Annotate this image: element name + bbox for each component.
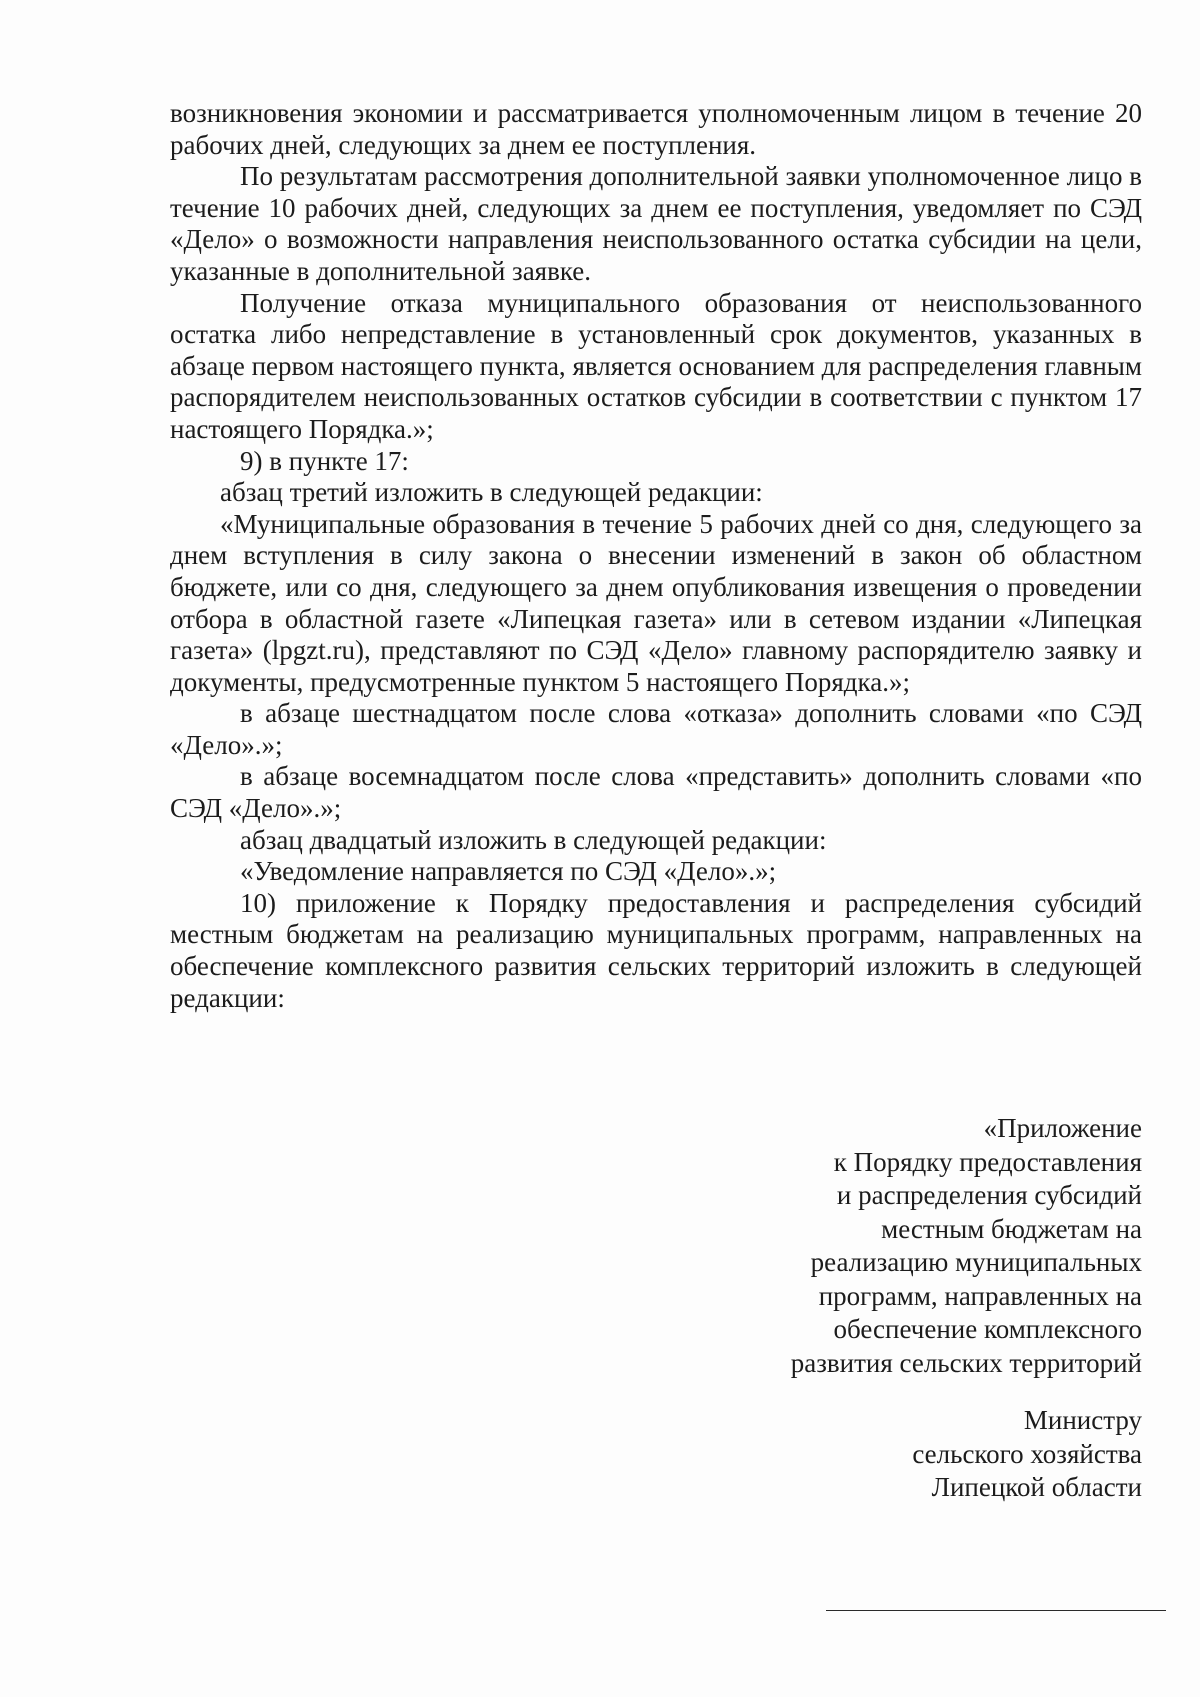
appendix-line: развития сельских территорий: [790, 1347, 1142, 1378]
paragraph-continuation: возникновения экономии и рассматривается уполномоченным лицом в течение 20 рабочих дней, следующих за днем ее поступления.: [170, 98, 1142, 160]
paragraph-municipal-formations: «Муниципальные образования в течение 5 рабочих дней со дня, следующего за днем вступления в силу закона о внесении изменений в закон об областном бюджете, или со дня, следующего за днем опубликования извещения о проведении отбора в областной газете «Липецкая газета» или в сетевом издании «Липецкая газета» (lpgzt.ru), представляют по СЭД «Дело» главному распорядителю заявку и документы, предусмотренные пунктом 5 настоящего Порядка.»;: [170, 508, 1142, 697]
addressee-line: Липецкой области: [931, 1472, 1142, 1502]
addressee-line: Министру: [1023, 1405, 1142, 1435]
appendix-line: реализацию муниципальных: [810, 1247, 1142, 1277]
paragraph-twentieth-abzac: абзац двадцатый изложить в следующей редакции:: [240, 824, 827, 855]
addressee-line: сельского хозяйства: [912, 1438, 1142, 1469]
paragraph-eighteenth-abzac: в абзаце восемнадцатом после слова «представить» дополнить словами «по СЭД «Дело».»;: [170, 761, 1142, 824]
appendix-line: программ, направленных на: [818, 1280, 1142, 1311]
appendix-line: и распределения субсидий: [836, 1180, 1142, 1210]
signature-line: [826, 1610, 1166, 1611]
paragraph-item-9: 9) в пункте 17:: [240, 445, 409, 476]
paragraph-third-abzac: абзац третий изложить в следующей редакции:: [220, 477, 763, 508]
appendix-heading: [722, 1112, 1142, 1380]
paragraph-sixteenth-abzac: в абзаце шестнадцатом после слова «отказа» дополнить словами «по СЭД «Дело».»;: [170, 698, 1142, 760]
paragraph-notification: «Уведомление направляется по СЭД «Дело».»;: [240, 856, 777, 887]
document-body: [170, 98, 1142, 1014]
paragraph-item-10: 10) приложение к Порядку предоставления и распределения субсидий местным бюджетам на реализацию муниципальных программ, направленных на обеспечение комплексного развития сельских территорий изложить в следующей редакции:: [170, 887, 1142, 1013]
paragraph-additional-application: По результатам рассмотрения дополнительной заявки уполномоченное лицо в течение 10 рабочих дней, следующих за днем ее поступления, уведомляет по СЭД «Дело» о возможности направления неиспользованного остатка субсидии на цели, указанные в дополнительной заявке.: [170, 161, 1142, 286]
appendix-line: местным бюджетам на: [881, 1213, 1142, 1244]
appendix-line: к Порядку предоставления: [833, 1146, 1142, 1177]
appendix-line: обеспечение комплексного: [833, 1314, 1142, 1344]
addressee-block: [722, 1404, 1142, 1505]
appendix-line: «Приложение: [983, 1113, 1142, 1143]
paragraph-refusal: Получение отказа муниципального образования от неиспользованного остатка либо непредставление в установленный срок документов, указанных в абзаце первом настоящего пункта, является основанием для распределения главным распорядителем неиспользованных остатков субсидии в соответствии с пунктом 17 настоящего Порядка.»;: [170, 287, 1142, 444]
